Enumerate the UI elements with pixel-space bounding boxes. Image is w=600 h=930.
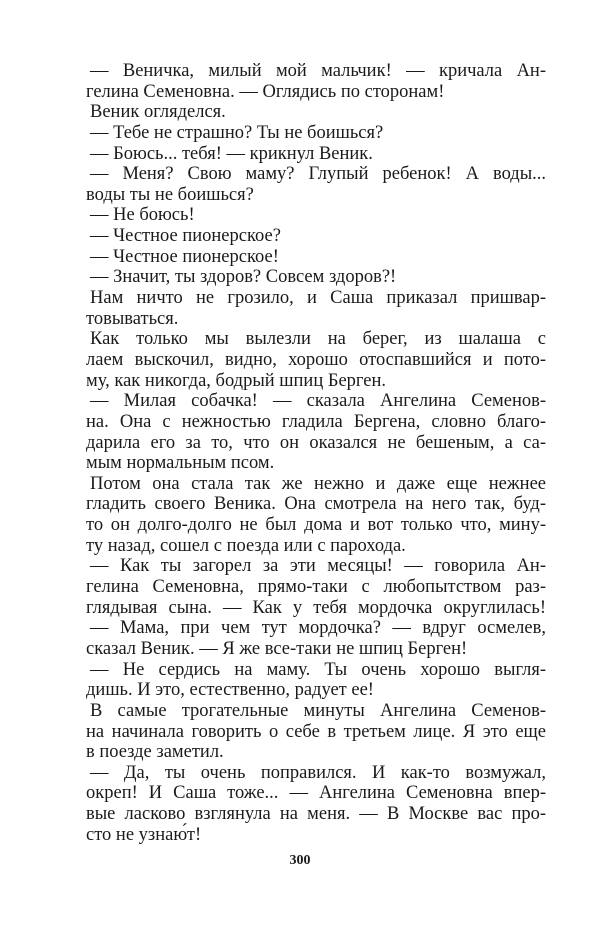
text-line: дишь. И это, естественно, радует ее!	[86, 680, 374, 701]
text-line: — Не сердись на маму. Ты очень хорошо выгля-	[90, 659, 546, 680]
text-line: — Мама, при чем тут мордочка? — вдруг осмелев,	[90, 618, 546, 639]
text-line: гелина Семеновна. — Оглядись по сторонам!	[86, 81, 445, 102]
text-line: — Честное пионерское?	[90, 226, 281, 247]
text-line: — Честное пионерское!	[90, 246, 279, 267]
text-body	[86, 61, 546, 845]
text-line: — Значит, ты здоров? Совсем здоров?!	[90, 267, 397, 288]
text-line: воды ты не боишься?	[86, 184, 254, 205]
text-line: му, как никогда, бодрый шпиц Берген.	[86, 370, 387, 391]
text-line: то он долго-долго не был дома и вот только что, мину-	[86, 515, 546, 536]
text-line: в поезде заметил.	[86, 742, 224, 763]
text-line: дарила его за то, что он оказался не бешеным, а са-	[86, 432, 546, 453]
text-line: гладить своего Веника. Она смотрела на него так, буд-	[86, 494, 546, 515]
text-line: окреп! И Саша тоже... — Ангелина Семеновна впер-	[86, 783, 546, 804]
text-line: В самые трогательные минуты Ангелина Семенов-	[90, 700, 546, 721]
text-line: — Тебе не страшно? Ты не боишься?	[90, 122, 384, 143]
text-line: ту назад, сошел с поезда или с парохода.	[86, 535, 406, 556]
text-line: на начинала говорить о себе в третьем лице. Я это еще	[86, 721, 546, 742]
text-line: Нам ничто не грозило, и Саша приказал пришвар-	[90, 288, 546, 309]
text-line: Потом она стала так же нежно и даже еще нежнее	[90, 473, 546, 494]
text-line: вые ласково взглянула на меня. — В Москве вас про-	[86, 804, 546, 825]
text-line: — Не боюсь!	[90, 205, 195, 226]
text-line: лаем выскочил, видно, хорошо отоспавшийся и пото-	[86, 349, 546, 370]
text-line: сто не узнаю́т!	[86, 824, 202, 845]
text-line: гелина Семеновна, прямо-таки с любопытством раз-	[86, 577, 546, 598]
page-number: 300	[289, 853, 311, 868]
text-line: товываться.	[86, 308, 179, 329]
text-line: — Боюсь... тебя! — крикнул Веник.	[90, 143, 373, 164]
text-line: Как только мы вылезли на берег, из шалаша с	[90, 329, 546, 350]
text-line: сказал Веник. — Я же все-таки не шпиц Берген!	[86, 638, 468, 659]
text-line: глядывая сына. — Как у тебя мордочка округлилась!	[86, 597, 546, 618]
text-line: — Веничка, милый мой мальчик! — кричала Ан-	[90, 61, 546, 81]
text-line: — Милая собачка! — сказала Ангелина Семенов-	[90, 391, 546, 412]
text-line: — Как ты загорел за эти месяцы! — говорила Ан-	[90, 556, 546, 577]
text-line: Веник огляделся.	[90, 102, 226, 123]
text-line: на. Она с нежностью гладила Бергена, словно благо-	[86, 411, 546, 432]
text-line: — Да, ты очень поправился. И как-то возмужал,	[90, 762, 546, 783]
text-line: мым нормальным псом.	[86, 453, 275, 474]
text-line: — Меня? Свою маму? Глупый ребенок! А воды...	[90, 164, 546, 185]
